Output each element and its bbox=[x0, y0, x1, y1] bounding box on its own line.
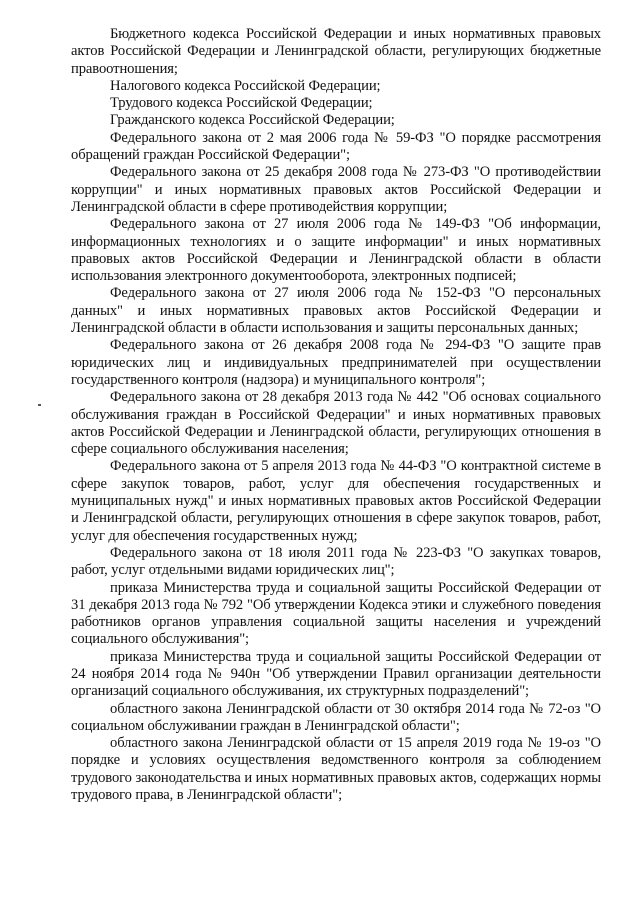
paragraph-law-44fz: Федерального закона от 5 апреля 2013 года № 44-ФЗ "О контрактной системе в сфере закупок товаров, работ, услуг для обеспечения государственных и муниципальных нужд" и иных нормативных правовых актов Российской Федерации и Ленинградской области, регулирующих отношения в сфере закупок товаров, работ, услуг для обеспечения государственных нужд; bbox=[71, 458, 601, 544]
paragraph-civil-code: Гражданского кодекса Российской Федерации; bbox=[110, 112, 395, 129]
paragraph-tax-code: Налогового кодекса Российской Федерации; bbox=[110, 77, 381, 94]
paragraph-law-442: Федерального закона от 28 декабря 2013 года № 442 "Об основах социального обслуживания граждан в Российской Федерации" и иных нормативных правовых актов Российской Федерации и Ленинградской области, регулирующих отношения в сфере социального обслуживания населения; bbox=[71, 389, 601, 458]
paragraph-budget-code: Бюджетного кодекса Российской Федерации и иных нормативных правовых актов Российской Федерации и Ленинградской области, регулирующих бюджетные правоотношения; bbox=[71, 26, 601, 77]
paragraph-order-792: приказа Министерства труда и социальной защиты Российской Федерации от 31 декабря 2013 года № 792 "Об утверждении Кодекса этики и служебного поведения работников органов управления социальной защиты населения и учреждений социального обслуживания"; bbox=[71, 579, 601, 648]
paragraph-law-294fz: Федерального закона от 26 декабря 2008 года № 294-ФЗ "О защите прав юридических лиц и индивидуальных предпринимателей при осуществлении государственного контроля (надзора) и муниципального контроля"; bbox=[71, 337, 601, 388]
paragraph-order-940n: приказа Министерства труда и социальной защиты Российской Федерации от 24 ноября 2014 года № 940н "Об утверждении Правил организации деятельности организаций социального обслуживания, их структурных подразделений"; bbox=[71, 648, 601, 700]
paragraph-law-149fz: Федерального закона от 27 июля 2006 года № 149-ФЗ "Об информации, информационных технологиях и о защите информации" и иных нормативных правовых актов Российской Федерации и Ленинградской области в области использования электронного документооборота, электронных подписей; bbox=[71, 216, 601, 285]
paragraph-regional-law-72oz: областного закона Ленинградской области от 30 октября 2014 года № 72-оз "О социальном обслуживании граждан в Ленинградской области"; bbox=[71, 700, 601, 734]
paragraph-regional-law-19oz: областного закона Ленинградской области от 15 апреля 2019 года № 19-оз "О порядке и условиях осуществления ведомственного контроля за соблюдением трудового законодательства и иных нормативных правовых актов, содержащих нормы трудового права, в Ленинградской области"; bbox=[71, 735, 601, 804]
paragraph-law-223fz: Федерального закона от 18 июля 2011 года № 223-ФЗ "О закупках товаров, работ, услуг отдельными видами юридических лиц"; bbox=[71, 544, 601, 579]
paragraph-law-152fz: Федерального закона от 27 июля 2006 года № 152-ФЗ "О персональных данных" и иных нормативных правовых актов Российской Федерации и Ленинградской области в области использования и защиты персональных данных; bbox=[71, 285, 601, 337]
paragraph-labor-code: Трудового кодекса Российской Федерации; bbox=[110, 95, 373, 112]
scan-speck bbox=[38, 404, 41, 406]
paragraph-law-273fz: Федерального закона от 25 декабря 2008 года № 273-ФЗ "О противодействии коррупции" и иных нормативных правовых актов Российской Федерации и Ленинградской области в сфере противодействия коррупции; bbox=[71, 164, 601, 215]
document-page bbox=[71, 26, 601, 804]
paragraph-law-59fz: Федерального закона от 2 мая 2006 года № 59-ФЗ "О порядке рассмотрения обращений граждан Российской Федерации"; bbox=[71, 129, 601, 164]
